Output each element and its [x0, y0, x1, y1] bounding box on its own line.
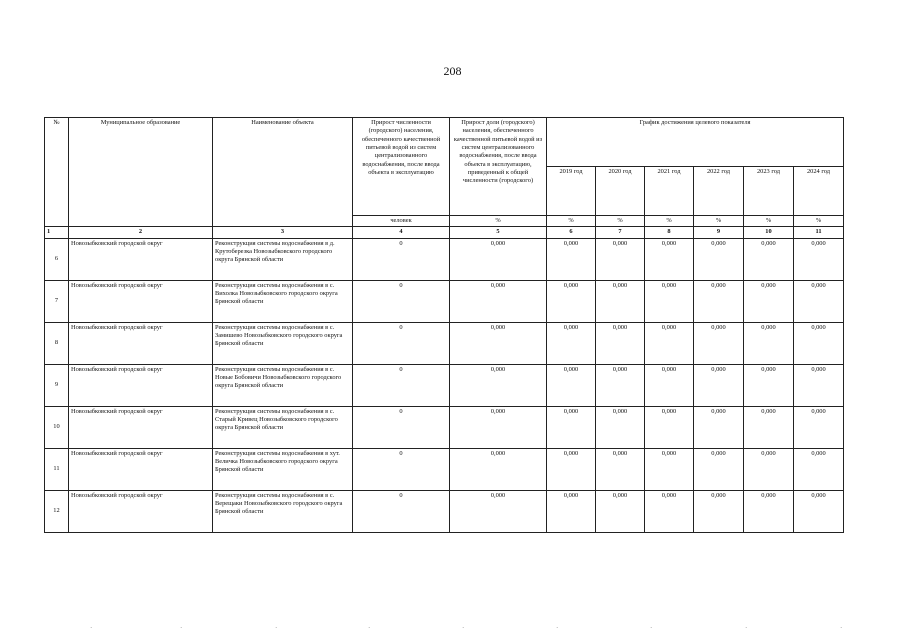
header-schedule: График достижения целевого показателя: [547, 118, 844, 167]
scan-speck: ·: [840, 624, 843, 632]
header-share-increase: Прирост доли (городского) населения, обеспеченного качественной питьевой водой из систем централизованного водоснабжения, после ввода объекта в эксплуатацию, приведенный к общей численности (городского): [450, 118, 547, 216]
row-year-value: 0,000: [744, 490, 794, 532]
unit-year-percent: %: [694, 216, 744, 227]
row-object-name: Реконструкция системы водоснабжения в с. Верещаки Новозыбковского городского округа Брянской области: [213, 490, 353, 532]
column-number-row: [45, 227, 844, 238]
header-year: 2022 год: [694, 167, 744, 216]
row-year-value: 0,000: [547, 406, 596, 448]
header-row: [45, 118, 844, 167]
row-year-value: 0,000: [596, 490, 645, 532]
row-year-value: 0,000: [645, 406, 694, 448]
table-row: [45, 448, 844, 490]
row-year-value: 0,000: [596, 280, 645, 322]
page-number: 208: [443, 64, 462, 78]
row-number: 10: [45, 406, 69, 448]
row-population-increase: 0: [353, 238, 450, 280]
table-row: [45, 322, 844, 364]
scan-speck: ·: [556, 624, 559, 632]
row-year-value: 0,000: [694, 238, 744, 280]
header-year: 2023 год: [744, 167, 794, 216]
row-municipality: Новозыбковский городской округ: [69, 364, 213, 406]
row-year-value: 0,000: [744, 322, 794, 364]
table-row: [45, 364, 844, 406]
column-number: 7: [596, 227, 645, 238]
row-object-name: Реконструкция системы водоснабжения в хут. Величка Новозыбковского городского округа Брянской области: [213, 448, 353, 490]
column-number: 8: [645, 227, 694, 238]
row-year-value: 0,000: [794, 364, 844, 406]
column-number: 11: [794, 227, 844, 238]
row-year-value: 0,000: [547, 448, 596, 490]
row-year-value: 0,000: [794, 490, 844, 532]
row-population-increase: 0: [353, 364, 450, 406]
row-population-increase: 0: [353, 322, 450, 364]
header-municipality: Муниципальное образование: [69, 118, 213, 227]
unit-year-percent: %: [547, 216, 596, 227]
header-population-increase: Прирост численности (городского) населения, обеспеченного качественной питьевой водой из систем централизованного водоснабжения, после ввода объекта в эксплуатацию: [353, 118, 450, 216]
header-object: Наименование объекта: [213, 118, 353, 227]
row-municipality: Новозыбковский городской округ: [69, 238, 213, 280]
header-year: 2019 год: [547, 167, 596, 216]
row-year-value: 0,000: [645, 322, 694, 364]
row-number: 9: [45, 364, 69, 406]
row-year-value: 0,000: [694, 406, 744, 448]
row-year-value: 0,000: [794, 322, 844, 364]
row-object-name: Реконструкция системы водоснабжения в с. Вихолка Новозыбковского городского округа Брянской области: [213, 280, 353, 322]
row-municipality: Новозыбковский городской округ: [69, 490, 213, 532]
row-municipality: Новозыбковский городской округ: [69, 406, 213, 448]
header-year: 2024 год: [794, 167, 844, 216]
row-year-value: 0,000: [744, 364, 794, 406]
scan-speck: ·: [90, 624, 93, 632]
table-row: [45, 280, 844, 322]
scan-speck: ·: [275, 624, 278, 632]
row-year-value: 0,000: [645, 280, 694, 322]
row-share-increase: 0,000: [450, 280, 547, 322]
row-number: 7: [45, 280, 69, 322]
row-year-value: 0,000: [547, 490, 596, 532]
row-number: 12: [45, 490, 69, 532]
column-number: 4: [353, 227, 450, 238]
table-row: [45, 238, 844, 280]
header-year: 2020 год: [596, 167, 645, 216]
row-year-value: 0,000: [547, 238, 596, 280]
unit-percent: %: [450, 216, 547, 227]
row-object-name: Реконструкция системы водоснабжения в с. Замишево Новозыбковского городского округа Брянской области: [213, 322, 353, 364]
header-no: №: [45, 118, 69, 227]
row-population-increase: 0: [353, 406, 450, 448]
row-population-increase: 0: [353, 490, 450, 532]
row-share-increase: 0,000: [450, 364, 547, 406]
row-year-value: 0,000: [694, 364, 744, 406]
row-object-name: Реконструкция системы водоснабжения в с. Новые Бобовичи Новозыбковского городского округа Брянской области: [213, 364, 353, 406]
scan-speck: ·: [462, 624, 465, 632]
unit-year-percent: %: [596, 216, 645, 227]
row-number: 6: [45, 238, 69, 280]
row-year-value: 0,000: [596, 406, 645, 448]
row-year-value: 0,000: [794, 238, 844, 280]
scan-margin-specks: [0, 624, 905, 634]
table-row: [45, 406, 844, 448]
unit-year-percent: %: [794, 216, 844, 227]
row-municipality: Новозыбковский городской округ: [69, 322, 213, 364]
row-year-value: 0,000: [794, 406, 844, 448]
header-year: 2021 год: [645, 167, 694, 216]
row-year-value: 0,000: [794, 448, 844, 490]
row-year-value: 0,000: [744, 238, 794, 280]
row-municipality: Новозыбковский городской округ: [69, 280, 213, 322]
column-number: 9: [694, 227, 744, 238]
row-year-value: 0,000: [596, 364, 645, 406]
row-year-value: 0,000: [547, 280, 596, 322]
row-share-increase: 0,000: [450, 238, 547, 280]
row-share-increase: 0,000: [450, 448, 547, 490]
row-year-value: 0,000: [645, 490, 694, 532]
scan-speck: ·: [368, 624, 371, 632]
row-municipality: Новозыбковский городской округ: [69, 448, 213, 490]
column-number: 2: [69, 227, 213, 238]
row-year-value: 0,000: [547, 364, 596, 406]
row-year-value: 0,000: [596, 238, 645, 280]
row-year-value: 0,000: [694, 490, 744, 532]
row-object-name: Реконструкция системы водоснабжения в д. Крутоберезка Новозыбковского городского округа Брянской области: [213, 238, 353, 280]
row-year-value: 0,000: [794, 280, 844, 322]
row-year-value: 0,000: [744, 406, 794, 448]
unit-year-percent: %: [744, 216, 794, 227]
scan-speck: ·: [745, 624, 748, 632]
unit-people: человек: [353, 216, 450, 227]
row-year-value: 0,000: [694, 322, 744, 364]
row-number: 11: [45, 448, 69, 490]
row-share-increase: 0,000: [450, 322, 547, 364]
row-year-value: 0,000: [596, 322, 645, 364]
scan-speck: ·: [180, 624, 183, 632]
row-year-value: 0,000: [547, 322, 596, 364]
row-population-increase: 0: [353, 280, 450, 322]
column-number: 5: [450, 227, 547, 238]
row-year-value: 0,000: [694, 448, 744, 490]
row-year-value: 0,000: [744, 280, 794, 322]
row-share-increase: 0,000: [450, 406, 547, 448]
column-number: 6: [547, 227, 596, 238]
unit-year-percent: %: [645, 216, 694, 227]
row-year-value: 0,000: [596, 448, 645, 490]
column-number: 10: [744, 227, 794, 238]
row-year-value: 0,000: [645, 238, 694, 280]
row-year-value: 0,000: [645, 364, 694, 406]
table-row: [45, 490, 844, 532]
scan-speck: ·: [650, 624, 653, 632]
column-number: 1: [45, 227, 69, 238]
column-number: 3: [213, 227, 353, 238]
row-population-increase: 0: [353, 448, 450, 490]
row-object-name: Реконструкция системы водоснабжения в с. Старый Кривец Новозыбковского городского округа Брянской области: [213, 406, 353, 448]
target-indicator-table: [44, 117, 844, 533]
row-year-value: 0,000: [645, 448, 694, 490]
row-year-value: 0,000: [694, 280, 744, 322]
row-year-value: 0,000: [744, 448, 794, 490]
row-share-increase: 0,000: [450, 490, 547, 532]
row-number: 8: [45, 322, 69, 364]
